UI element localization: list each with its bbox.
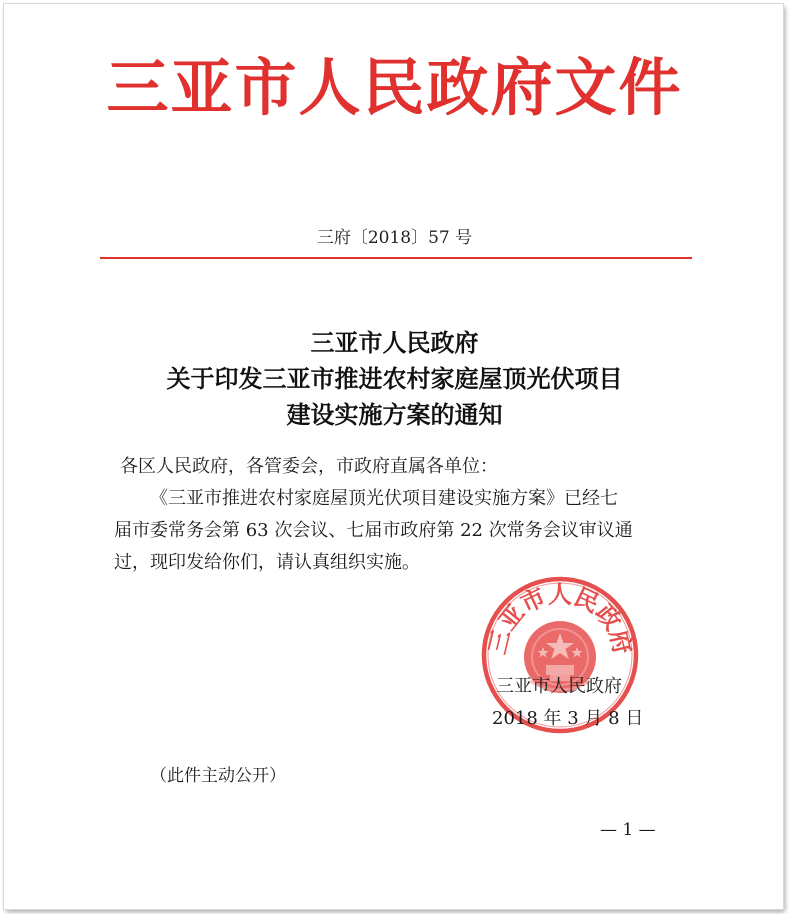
signature-organization: 三亚市人民政府 [496,676,622,697]
title-line-2: 关于印发三亚市推进农村家庭屋顶光伏项目 [166,364,623,393]
greeting-line: 各区人民政府，各管委会，市政府直属各单位： [120,456,498,477]
page-number: — 1 — [600,820,656,840]
document-number: 三府〔2018〕57 号 [316,228,473,248]
body-line-2: 届市委常务会第 63 次会议、七届市政府第 22 次常务会议审议通 [114,520,633,541]
body-line-3: 过，现印发给你们，请认真组织实施。 [114,552,420,573]
body-line-1: 《三亚市推进农村家庭屋顶光伏项目建设实施方案》已经七 [150,488,618,509]
signature-date: 2018 年 3 月 8 日 [492,708,644,729]
title-line-1: 三亚市人民政府 [310,328,479,357]
title-line-3: 建设实施方案的通知 [286,400,503,429]
document-masthead: 三亚市人民政府文件 [106,51,683,124]
svg-text:三亚市人民政府: 三亚市人民政府 [482,579,638,658]
public-disclosure-note: （此件主动公开） [150,766,286,786]
red-divider-line [100,257,692,259]
